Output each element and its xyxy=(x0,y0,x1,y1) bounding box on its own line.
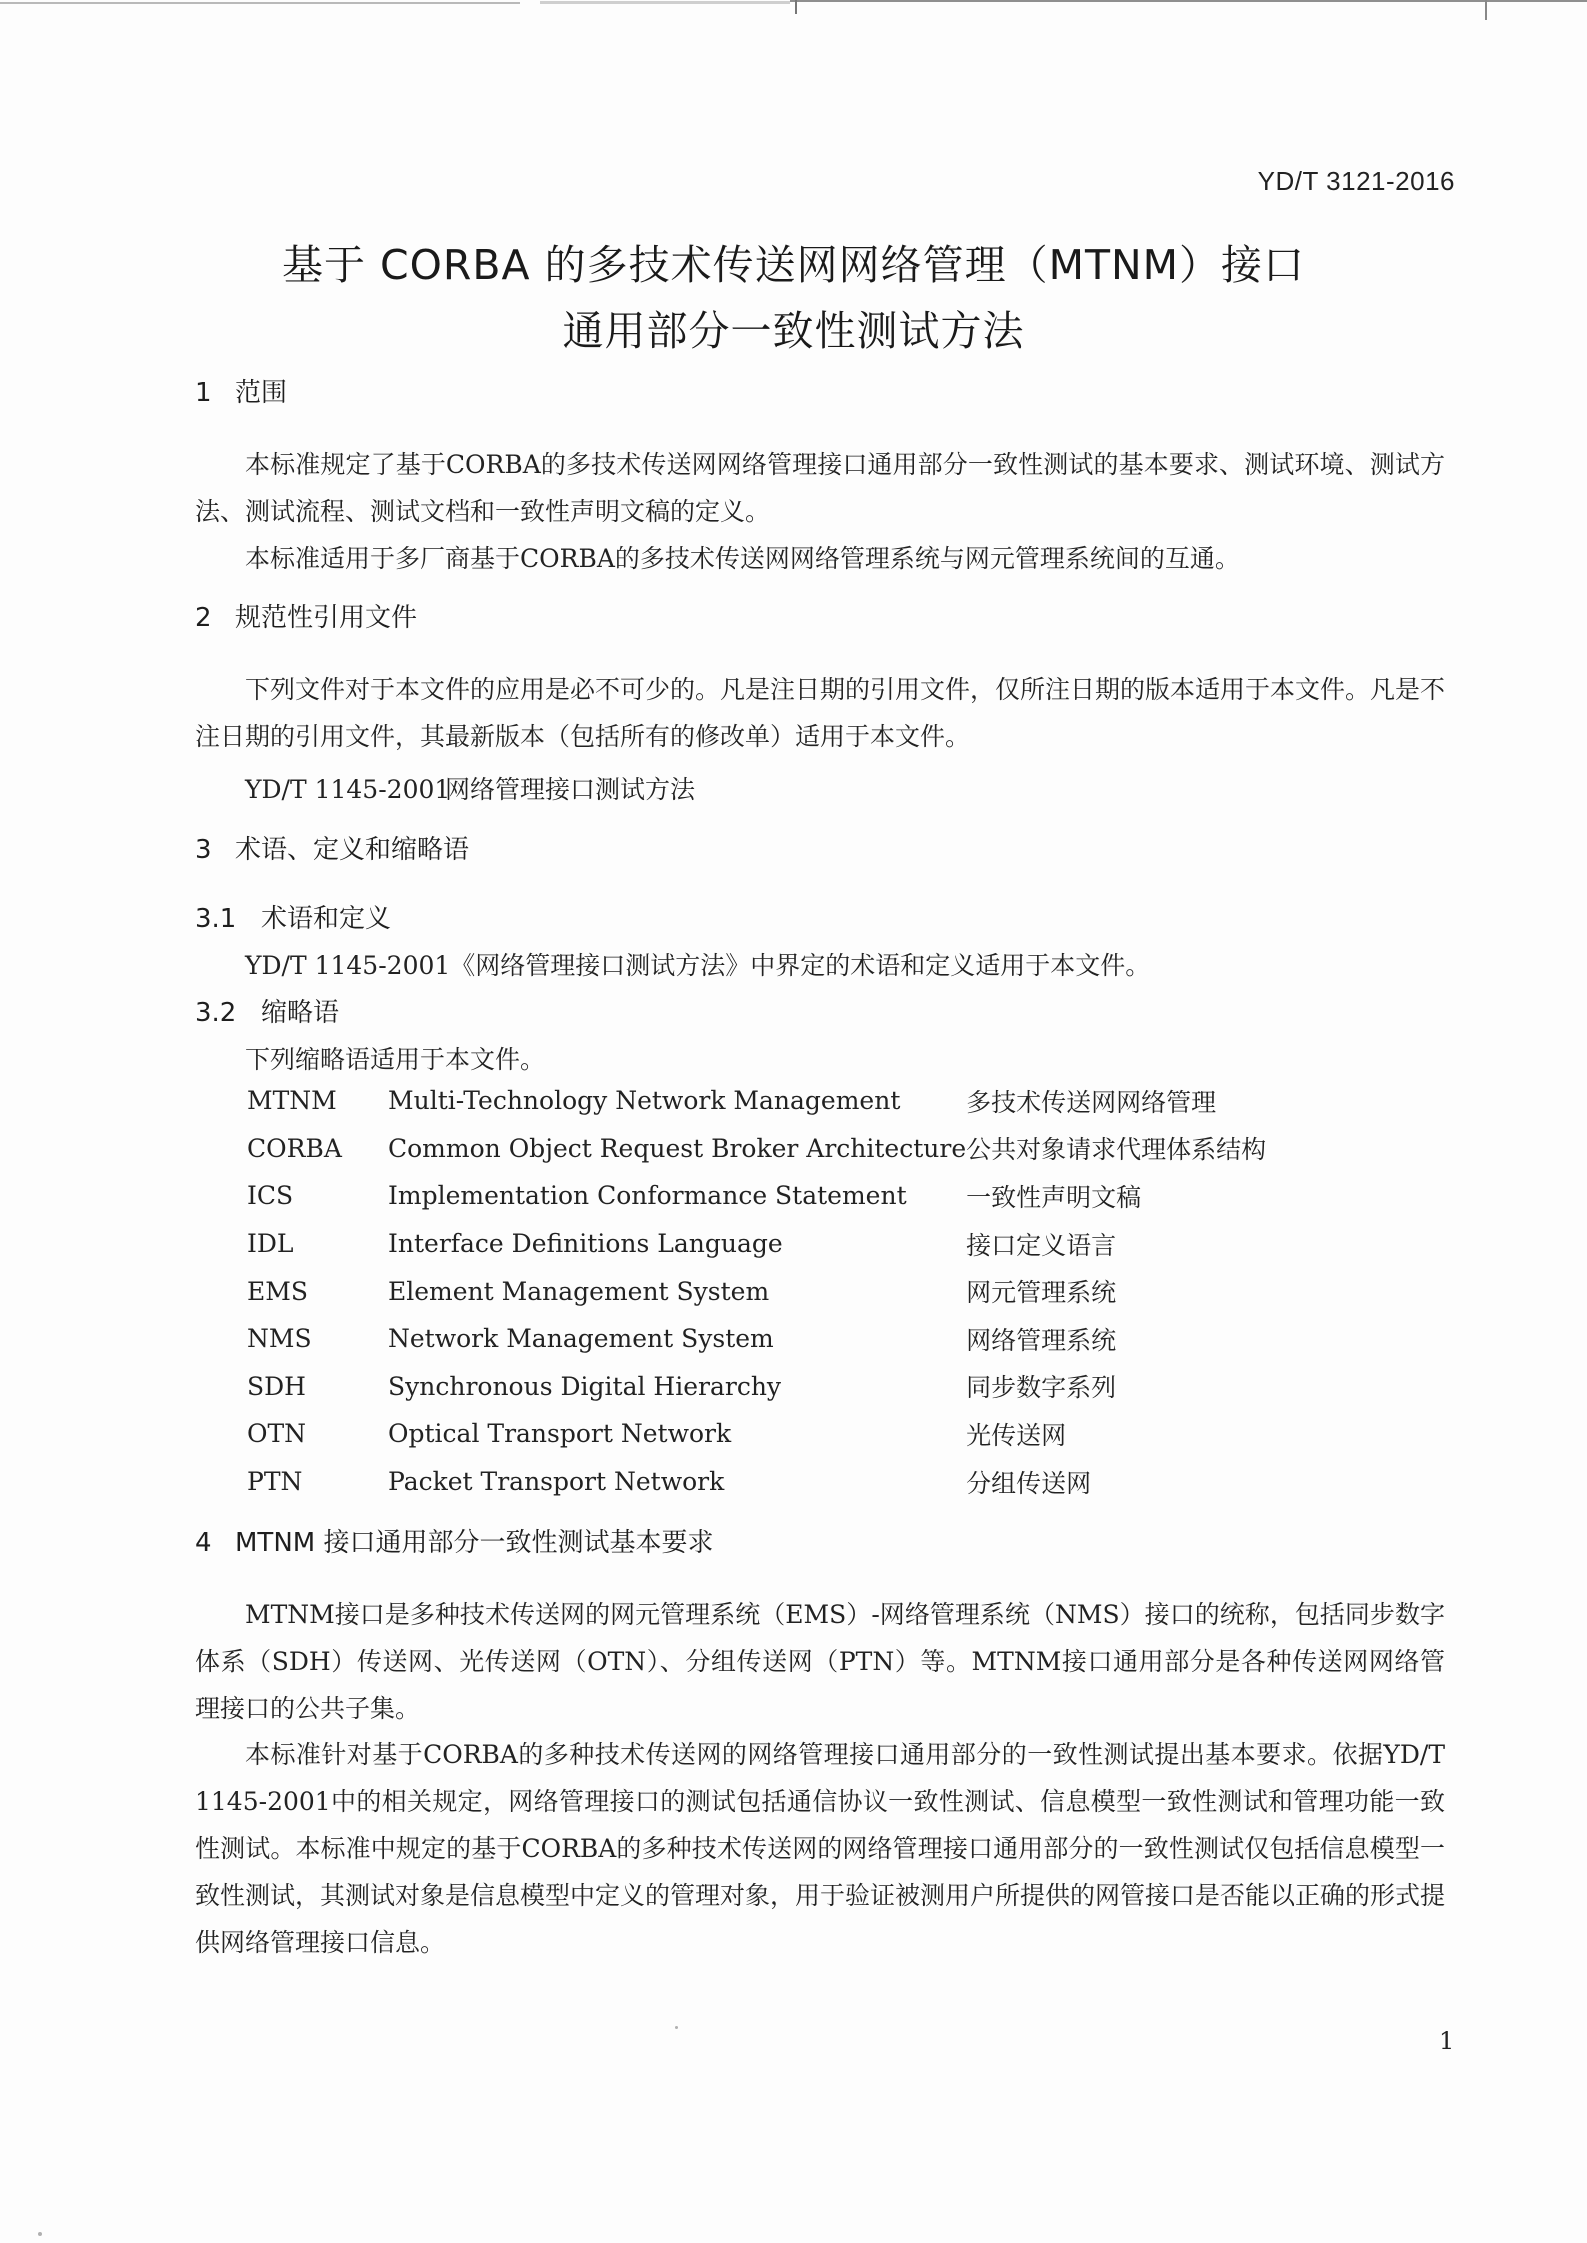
section-1-paragraph-1: 本标准规定了基于CORBA的多技术传送网网络管理接口通用部分一致性测试的基本要求、测试环境、测试方法、测试流程、测试文档和一致性声明文稿的定义。 xyxy=(195,450,1445,526)
abbreviation-english: Packet Transport Network xyxy=(388,1467,725,1497)
abbreviation-chinese: 分组传送网 xyxy=(966,1468,1092,1498)
section-1-heading xyxy=(195,372,287,409)
standard-code: YD/T 3121-2016 xyxy=(1257,166,1455,196)
abbreviation-english: Network Management System xyxy=(388,1324,774,1354)
section-number: 2 xyxy=(195,603,212,633)
abbreviation: IDL xyxy=(247,1229,294,1259)
abbreviation-row xyxy=(247,1077,1326,1125)
scan-speck xyxy=(675,2026,678,2029)
section-number: 3 xyxy=(195,835,212,865)
reference-title: 网络管理接口测试方法 xyxy=(445,775,696,804)
abbreviation-row xyxy=(247,1458,1326,1506)
section-4-heading xyxy=(195,1522,713,1559)
normative-reference xyxy=(245,770,695,806)
abbreviation-chinese: 光传送网 xyxy=(966,1420,1067,1450)
section-2-paragraph-1: 下列文件对于本文件的应用是必不可少的。凡是注日期的引用文件，仅所注日期的版本适用于本文件。凡是不注日期的引用文件，其最新版本（包括所有的修改单）适用于本文件。 xyxy=(195,675,1446,751)
section-title: 术语和定义 xyxy=(261,904,392,934)
document-title-line-2: 通用部分一致性测试方法 xyxy=(562,307,1025,355)
section-number: 3.2 xyxy=(195,998,237,1028)
section-title: 术语、定义和缩略语 xyxy=(235,835,470,865)
section-number: 4 xyxy=(195,1528,212,1558)
abbreviation-row xyxy=(247,1172,1326,1220)
abbreviation: NMS xyxy=(247,1324,312,1354)
section-number: 3.1 xyxy=(195,904,237,934)
abbreviation: PTN xyxy=(247,1467,303,1497)
abbreviation: OTN xyxy=(247,1419,307,1449)
section-3-1-heading xyxy=(195,898,391,935)
page-number: 1 xyxy=(1439,2027,1455,2055)
abbreviation-english: Element Management System xyxy=(388,1276,770,1306)
abbreviation-chinese: 接口定义语言 xyxy=(966,1230,1117,1260)
section-title: 规范性引用文件 xyxy=(235,603,418,633)
section-2-heading xyxy=(195,597,417,634)
abbreviation-row xyxy=(247,1267,1326,1315)
section-title: 缩略语 xyxy=(261,998,340,1028)
abbreviation: SDH xyxy=(247,1371,306,1401)
section-number: 1 xyxy=(195,378,212,408)
abbreviation: EMS xyxy=(247,1276,308,1306)
abbreviation-chinese: 多技术传送网网络管理 xyxy=(966,1087,1217,1117)
section-3-heading xyxy=(195,829,469,866)
section-title: MTNM 接口通用部分一致性测试基本要求 xyxy=(235,1528,714,1558)
abbreviation-table xyxy=(247,1077,1326,1505)
scan-border xyxy=(0,0,1587,8)
abbreviation: ICS xyxy=(247,1181,294,1211)
section-3-2-intro: 下列缩略语适用于本文件。 xyxy=(245,1045,546,1074)
abbreviation-row xyxy=(247,1220,1326,1268)
abbreviation-english: Interface Definitions Language xyxy=(388,1229,783,1259)
abbreviation-english: Implementation Conformance Statement xyxy=(388,1181,907,1211)
abbreviation-english: Synchronous Digital Hierarchy xyxy=(388,1371,782,1401)
abbreviation-chinese: 网元管理系统 xyxy=(966,1278,1117,1308)
reference-code: YD/T 1145-2001 xyxy=(245,775,451,804)
abbreviation-english: Common Object Request Broker Architecture xyxy=(388,1133,967,1163)
abbreviation-chinese: 同步数字系列 xyxy=(966,1373,1117,1403)
document-title-line-1: 基于 CORBA 的多技术传送网网络管理（MTNM）接口 xyxy=(281,241,1306,289)
section-1-paragraph-2: 本标准适用于多厂商基于CORBA的多技术传送网网络管理系统与网元管理系统间的互通。 xyxy=(245,544,1240,573)
abbreviation-row xyxy=(247,1363,1326,1411)
section-4-paragraph-1: MTNM接口是多种技术传送网的网元管理系统（EMS）-网络管理系统（NMS）接口的统称，包括同步数字体系（SDH）传送网、光传送网（OTN）、分组传送网（PTN）等。MTNM接口通用部分是各种传送网网络管理接口的公共子集。 xyxy=(195,1600,1445,1723)
abbreviation-chinese: 网络管理系统 xyxy=(966,1325,1117,1355)
abbreviation: MTNM xyxy=(247,1086,337,1116)
abbreviation-english: Multi-Technology Network Management xyxy=(388,1086,901,1116)
section-title: 范围 xyxy=(235,378,288,408)
abbreviation-row xyxy=(247,1410,1326,1458)
section-3-1-text: YD/T 1145-2001《网络管理接口测试方法》中界定的术语和定义适用于本文件。 xyxy=(245,951,1151,980)
abbreviation-chinese: 一致性声明文稿 xyxy=(966,1182,1142,1212)
scan-speck xyxy=(38,2232,42,2236)
section-3-2-heading xyxy=(195,992,339,1029)
abbreviation-row xyxy=(247,1125,1326,1173)
section-4-paragraph-2: 本标准针对基于CORBA的多种技术传送网的网络管理接口通用部分的一致性测试提出基本要求。依据YD/T 1145-2001中的相关规定，网络管理接口的测试包括通信协议一致性测试、信息模型一致性测试和管理功能一致性测试。本标准中规定的基于CORBA的多种技术传送网的网络管理接口通用部分的一致性测试仅包括信息模型一致性测试，其测试对象是信息模型中定义的管理对象，用于验证被测用户所提供的网管接口是否能以正确的形式提供网络管理接口信息。 xyxy=(195,1740,1446,1957)
abbreviation-english: Optical Transport Network xyxy=(388,1419,732,1449)
abbreviation-chinese: 公共对象请求代理体系结构 xyxy=(966,1135,1267,1165)
abbreviation: CORBA xyxy=(247,1133,342,1163)
abbreviation-row xyxy=(247,1315,1326,1363)
